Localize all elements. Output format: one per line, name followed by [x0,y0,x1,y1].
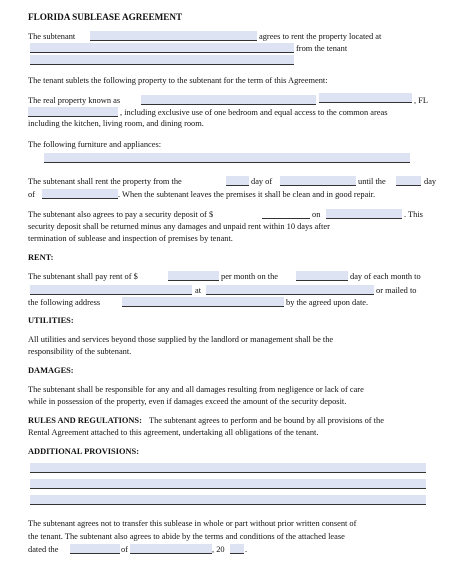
p7-text-g: by the agreed upon date. [286,298,369,307]
subtenant-name-field[interactable] [90,31,257,41]
p5-text-e: of [28,190,35,199]
deposit-date-field[interactable] [326,209,402,219]
p6-text-a: The subtenant also agrees to pay a security deposit of $ [28,210,214,219]
rent-location-field[interactable] [206,285,374,295]
p11-text-d: of [121,545,128,554]
p7-text-b: per month on the [221,272,278,281]
p11-text-c: dated the [28,545,59,554]
p8-text-a: All utilities and services beyond those supplied by the landlord or management shall be the [28,335,334,344]
lease-day-field[interactable] [70,544,120,554]
p10-text-a: The subtenant agrees to perform and be bound by all provisions of the [149,416,384,425]
p5-text-b: day of [251,177,273,186]
additional-provisions-heading: ADDITIONAL PROVISIONS: [28,447,139,456]
p11-text-a: The subtenant agrees not to transfer this sublease in whole or part without prior written consent of [28,519,357,528]
p1-text-c: from the tenant [296,44,348,53]
p7-text-f: the following address [28,298,101,307]
p7-text-a: The subtenant shall pay rent of $ [28,272,138,281]
p10-text-b: Rental Agreement attached to this agreement, undertaking all obligations of the tenant. [28,428,319,437]
provisions-line-3[interactable] [30,495,426,505]
p3-text-b: , including exclusive use of one bedroom and equal access to the common areas [120,108,388,117]
furniture-field[interactable] [44,153,410,163]
end-day-field[interactable] [396,176,421,186]
property-location-field[interactable] [30,43,294,53]
p11-text-b: the tenant. The subtenant also agrees to abide by the terms and conditions of the attached lease [28,532,345,541]
provisions-line-2[interactable] [30,479,426,489]
p5-text-a: The subtenant shall rent the property from the [28,177,182,186]
lease-year-field[interactable] [230,544,244,554]
rent-heading: RENT: [28,253,54,262]
property-address-field[interactable] [141,95,316,105]
p7-text-e: or mailed to [376,286,417,295]
p3-text-c: including the kitchen, living room, and dining room. [28,119,204,128]
p6-text-d: security deposit shall be returned minus any damages and unpaid rent within 10 days after [28,222,330,231]
p5-text-f: . When the subtenant leaves the premises it shall be clean and in good repair. [118,190,376,199]
p3-text-a: The real property known as [28,96,121,105]
p9-text-b: while in possession of the property, even if damages exceed the amount of the security deposit. [28,397,347,406]
mailing-address-field[interactable] [122,297,284,307]
p1-text-b: agrees to rent the property located at [259,32,382,41]
rent-payee-field[interactable] [30,285,192,295]
utilities-heading: UTILITIES: [28,316,74,325]
p11-text-e: , 20 [212,545,225,554]
rules-heading: RULES AND REGULATIONS: [28,416,142,425]
p11-text-f: . [245,545,248,554]
start-month-field[interactable] [280,176,356,186]
p4-text: The following furniture and appliances: [28,140,162,149]
p3-fl: , FL [414,96,428,105]
start-day-field[interactable] [226,176,249,186]
deposit-amount-line[interactable] [262,218,310,219]
city-field[interactable] [319,93,412,103]
p8-text-b: responsibility of the subtenant. [28,347,132,356]
zip-field[interactable] [28,107,118,117]
p5-text-d: day [424,177,437,186]
p6-text-e: termination of sublease and inspection of premises by tenant. [28,234,233,243]
provisions-line-1[interactable] [30,463,426,473]
p9-text-a: The subtenant shall be responsible for any and all damages resulting from negligence or lack of care [28,385,364,394]
damages-heading: DAMAGES: [28,366,74,375]
page-title: FLORIDA SUBLEASE AGREEMENT [28,12,183,22]
p6-text-b: on [312,210,321,219]
rent-amount-field[interactable] [168,271,219,281]
rent-day-field[interactable] [296,271,348,281]
p7-text-c: day of each month to [350,272,421,281]
p2-text: The tenant sublets the following property to the subtenant for the term of this Agreement: [28,76,328,85]
p6-text-c: . This [404,210,423,219]
p5-text-c: until the [358,177,386,186]
tenant-name-field[interactable] [30,55,294,65]
p1-text-a: The subtenant [28,32,76,41]
lease-month-field[interactable] [130,544,212,554]
end-month-field[interactable] [42,189,118,199]
p7-text-d: at [195,286,202,295]
